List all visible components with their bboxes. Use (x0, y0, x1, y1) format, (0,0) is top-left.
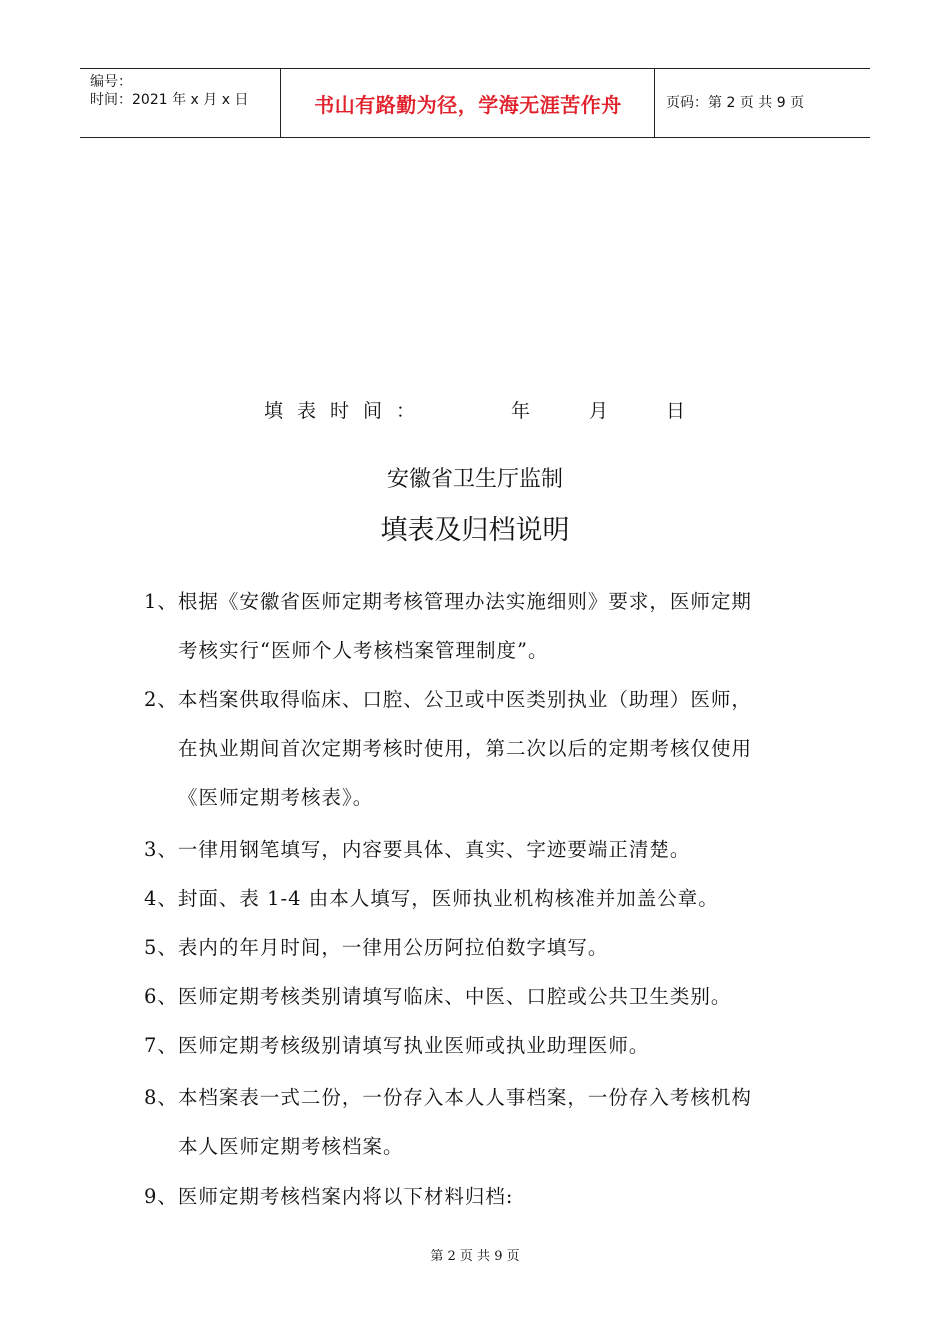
instruction-line: 3、一律用钢笔填写，内容要具体、真实、字迹要端正清楚。 (144, 838, 691, 861)
fill-time-day: 日 (666, 400, 686, 422)
fill-time-label: 填表时间： (264, 400, 430, 422)
fill-time-month: 月 (589, 400, 609, 422)
page-footer: 第 2 页 共 9 页 (430, 1249, 520, 1264)
instruction-line: 5、表内的年月时间，一律用公历阿拉伯数字填写。 (144, 936, 609, 959)
document-time-label: 时间：2021 年 x 月 x 日 (90, 92, 249, 108)
instruction-line: 考核实行“医师个人考核档案管理制度”。 (178, 639, 549, 662)
instruction-item-4 (144, 874, 824, 923)
instruction-item-6 (144, 972, 824, 1021)
instruction-item-3 (144, 825, 824, 874)
instruction-line: 8、本档案表一式二份，一份存入本人人事档案，一份存入考核机构 (144, 1086, 752, 1109)
instruction-item-8 (144, 1073, 824, 1171)
instruction-item-5 (144, 923, 824, 972)
page-header (80, 68, 870, 138)
header-page-info: 页码：第 2 页 共 9 页 (666, 95, 805, 111)
document-number-label: 编号： (90, 74, 132, 90)
header-motto: 书山有路勤为径，学海无涯苦作舟 (314, 92, 622, 117)
instruction-line: 《医师定期考核表》。 (178, 786, 374, 809)
instruction-item-7 (144, 1021, 824, 1070)
instruction-line: 在执业期间首次定期考核时使用，第二次以后的定期考核仅使用 (178, 737, 753, 760)
fill-time-year: 年 (511, 400, 531, 422)
instruction-item-2 (144, 675, 824, 822)
instruction-item-9 (144, 1172, 824, 1221)
header-page-cell (656, 69, 870, 137)
section-title: 填表及归档说明 (380, 515, 570, 546)
header-motto-cell (282, 69, 655, 137)
instruction-line: 9、医师定期考核档案内将以下材料归档: (144, 1185, 514, 1208)
header-meta-cell (80, 69, 281, 137)
instruction-line: 4、封面、表 1-4 由本人填写，医师执业机构核准并加盖公章。 (144, 887, 719, 910)
instruction-line: 本人医师定期考核档案。 (178, 1135, 404, 1158)
instruction-line: 1、根据《安徽省医师定期考核管理办法实施细则》要求，医师定期 (144, 590, 752, 613)
instruction-line: 2、本档案供取得临床、口腔、公卫或中医类别执业（助理）医师， (144, 688, 752, 711)
supervisor-line: 安徽省卫生厅监制 (386, 467, 563, 492)
instruction-item-1 (144, 577, 824, 675)
instruction-line: 6、医师定期考核类别请填写临床、中医、口腔或公共卫生类别。 (144, 985, 732, 1008)
instruction-line: 7、医师定期考核级别请填写执业医师或执业助理医师。 (144, 1034, 650, 1057)
